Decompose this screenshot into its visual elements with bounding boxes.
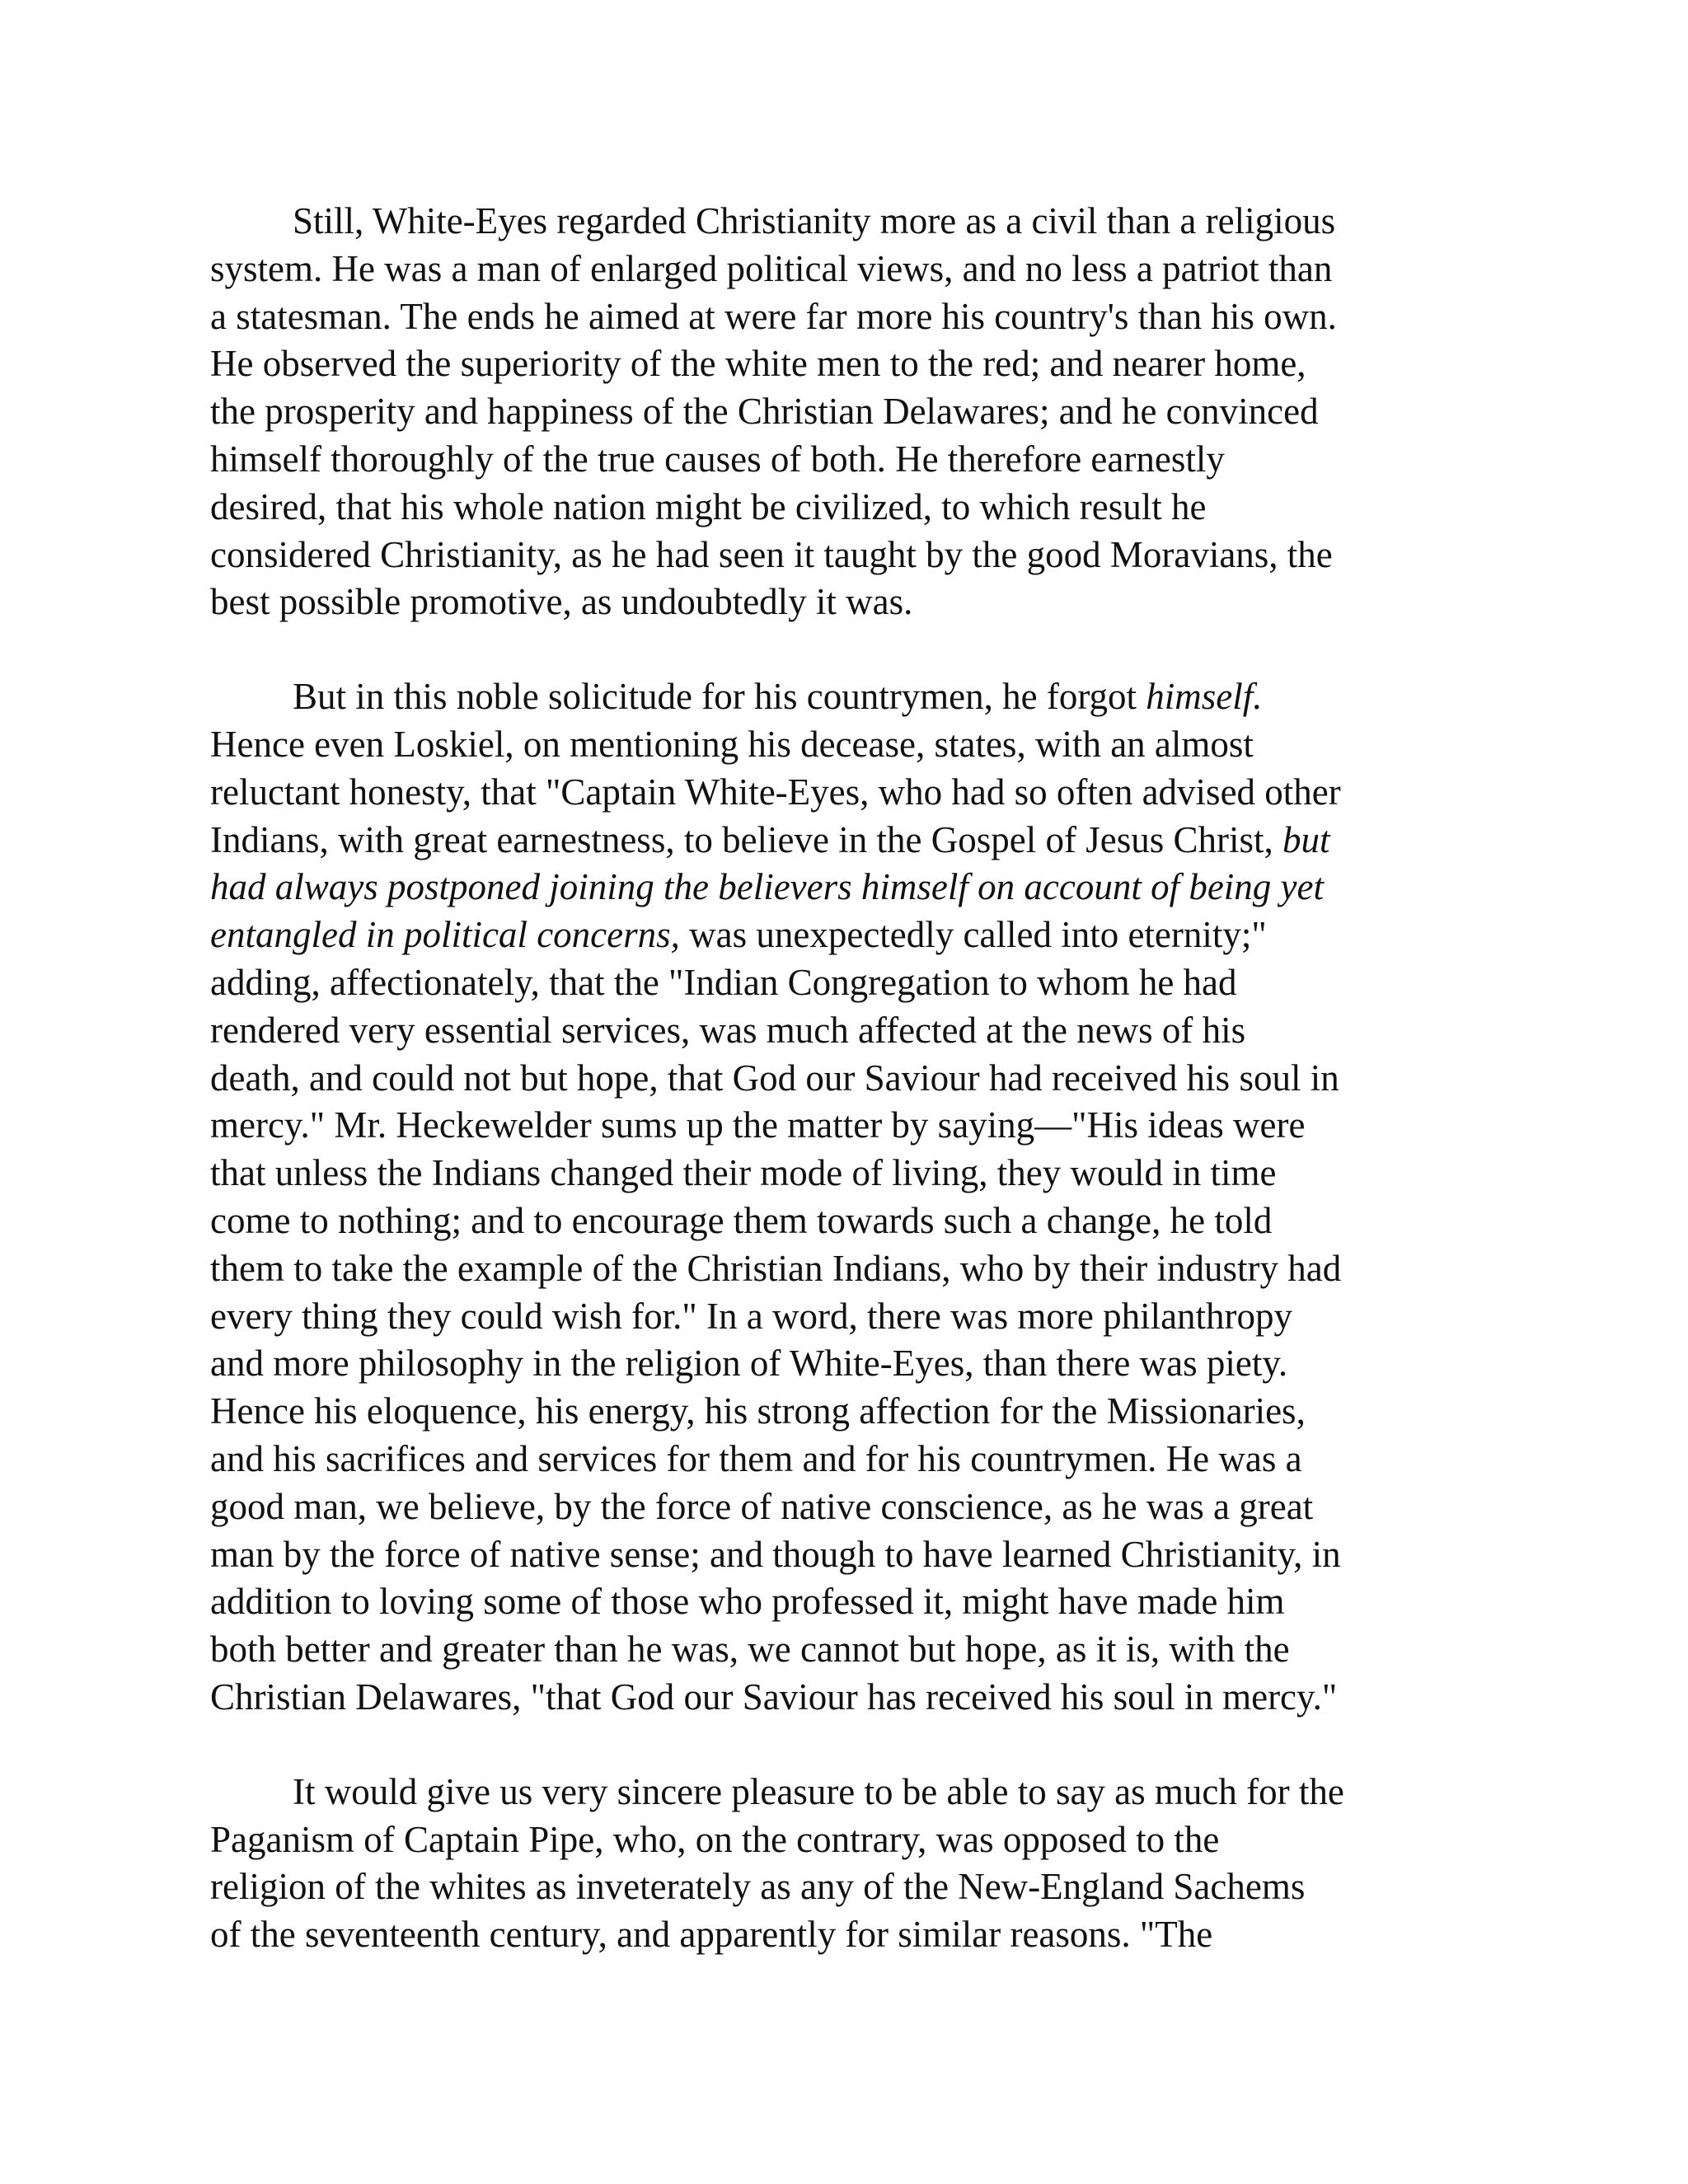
text-run: best possible promotive, as undoubtedly it was. bbox=[210, 581, 913, 623]
text-run: addition to loving some of those who professed it, might have made him bbox=[210, 1581, 1285, 1623]
text-run: Hence his eloquence, his energy, his strong affection for the Missionaries, bbox=[210, 1390, 1306, 1432]
text-line bbox=[210, 1483, 1471, 1531]
text-line bbox=[210, 1578, 1471, 1626]
text-line bbox=[210, 864, 1471, 912]
text-run: the prosperity and happiness of the Christian Delawares; and he convinced bbox=[210, 391, 1319, 433]
text-line bbox=[210, 1340, 1471, 1388]
text-run: rendered very essential services, was much affected at the news of his bbox=[210, 1009, 1246, 1051]
text-line bbox=[210, 198, 1471, 246]
text-run: good man, we believe, by the force of native conscience, as he was a great bbox=[210, 1485, 1314, 1527]
text-line bbox=[210, 1388, 1471, 1436]
text-line bbox=[210, 1769, 1471, 1816]
document-page bbox=[210, 198, 1471, 2006]
text-line bbox=[210, 1007, 1471, 1055]
text-line bbox=[210, 912, 1471, 959]
text-run: every thing they could wish for." In a word, there was more philanthropy bbox=[210, 1295, 1293, 1337]
text-line bbox=[210, 579, 1471, 626]
text-line bbox=[210, 721, 1471, 769]
text-run: system. He was a man of enlarged political views, and no less a patriot than bbox=[210, 247, 1333, 289]
text-line bbox=[210, 1245, 1471, 1293]
text-line bbox=[210, 769, 1471, 817]
text-run: But in this noble solicitude for his countrymen, he forgot bbox=[293, 676, 1146, 718]
paragraph-3 bbox=[210, 1769, 1471, 1959]
italic-text: had always postponed joining the believers himself on account of being yet bbox=[210, 866, 1325, 908]
text-line bbox=[210, 1197, 1471, 1245]
text-line bbox=[210, 1674, 1471, 1722]
text-run: He observed the superiority of the white men to the red; and nearer home, bbox=[210, 343, 1306, 385]
text-run: considered Christianity, as he had seen it taught by the good Moravians, the bbox=[210, 533, 1333, 575]
text-line bbox=[210, 1102, 1471, 1150]
text-line bbox=[210, 1531, 1471, 1579]
text-run: that unless the Indians changed their mode of living, they would in time bbox=[210, 1152, 1277, 1194]
text-line bbox=[210, 293, 1471, 341]
body-text bbox=[210, 198, 1471, 1959]
text-run: come to nothing; and to encourage them towards such a change, he told bbox=[210, 1199, 1273, 1241]
text-run: mercy." Mr. Heckewelder sums up the matter by saying—"His ideas were bbox=[210, 1104, 1306, 1146]
text-line bbox=[210, 1816, 1471, 1864]
text-run: and more philosophy in the religion of White-Eyes, than there was piety. bbox=[210, 1343, 1288, 1385]
text-run: Christian Delawares, "that God our Saviour has received his soul in mercy." bbox=[210, 1675, 1338, 1718]
text-run: religion of the whites as inveterately as any of the New-England Sachems bbox=[210, 1866, 1306, 1908]
text-run: Hence even Loskiel, on mentioning his decease, states, with an almost bbox=[210, 723, 1254, 765]
text-run: reluctant honesty, that "Captain White-Eyes, who had so often advised other bbox=[210, 771, 1341, 813]
text-run: a statesman. The ends he aimed at were far more his country's than his own. bbox=[210, 295, 1337, 337]
text-line bbox=[210, 1626, 1471, 1674]
text-run: Indians, with great earnestness, to believe in the Gospel of Jesus Christ, bbox=[210, 818, 1282, 860]
text-line bbox=[210, 1055, 1471, 1103]
italic-text: himself. bbox=[1146, 676, 1263, 718]
text-line bbox=[210, 1436, 1471, 1483]
text-line bbox=[210, 484, 1471, 532]
text-run: adding, affectionately, that the "Indian Congregation to whom he had bbox=[210, 961, 1237, 1003]
text-line bbox=[210, 817, 1471, 865]
text-run: and his sacrifices and services for them and for his countrymen. He was a bbox=[210, 1437, 1302, 1479]
text-line bbox=[210, 959, 1471, 1007]
text-line bbox=[210, 1150, 1471, 1197]
text-line bbox=[210, 1863, 1471, 1911]
text-run: was unexpectedly called into eternity;" bbox=[679, 914, 1267, 956]
text-line bbox=[210, 246, 1471, 293]
text-line bbox=[210, 340, 1471, 388]
text-run: man by the force of native sense; and though to have learned Christianity, in bbox=[210, 1533, 1341, 1575]
paragraph-2 bbox=[210, 673, 1471, 1722]
text-line bbox=[210, 673, 1471, 721]
text-line bbox=[210, 532, 1471, 579]
text-run: them to take the example of the Christian Indians, who by their industry had bbox=[210, 1247, 1342, 1289]
italic-text: entangled in political concerns, bbox=[210, 914, 680, 956]
text-line bbox=[210, 1911, 1471, 1959]
text-run: Paganism of Captain Pipe, who, on the contrary, was opposed to the bbox=[210, 1818, 1220, 1860]
text-run: both better and greater than he was, we cannot but hope, as it is, with the bbox=[210, 1629, 1290, 1671]
text-line bbox=[210, 388, 1471, 436]
text-run: It would give us very sincere pleasure to be able to say as much for the bbox=[293, 1770, 1344, 1812]
text-run: Still, White-Eyes regarded Christianity more as a civil than a religious bbox=[293, 200, 1336, 241]
text-run: of the seventeenth century, and apparently for similar reasons. "The bbox=[210, 1914, 1213, 1956]
text-run: desired, that his whole nation might be civilized, to which result he bbox=[210, 485, 1207, 527]
italic-text: but bbox=[1282, 818, 1330, 860]
paragraph-1 bbox=[210, 198, 1471, 626]
text-run: death, and could not but hope, that God our Saviour had received his soul in bbox=[210, 1057, 1339, 1099]
text-run: himself thoroughly of the true causes of both. He therefore earnestly bbox=[210, 438, 1225, 480]
text-line bbox=[210, 1293, 1471, 1341]
text-line bbox=[210, 436, 1471, 484]
